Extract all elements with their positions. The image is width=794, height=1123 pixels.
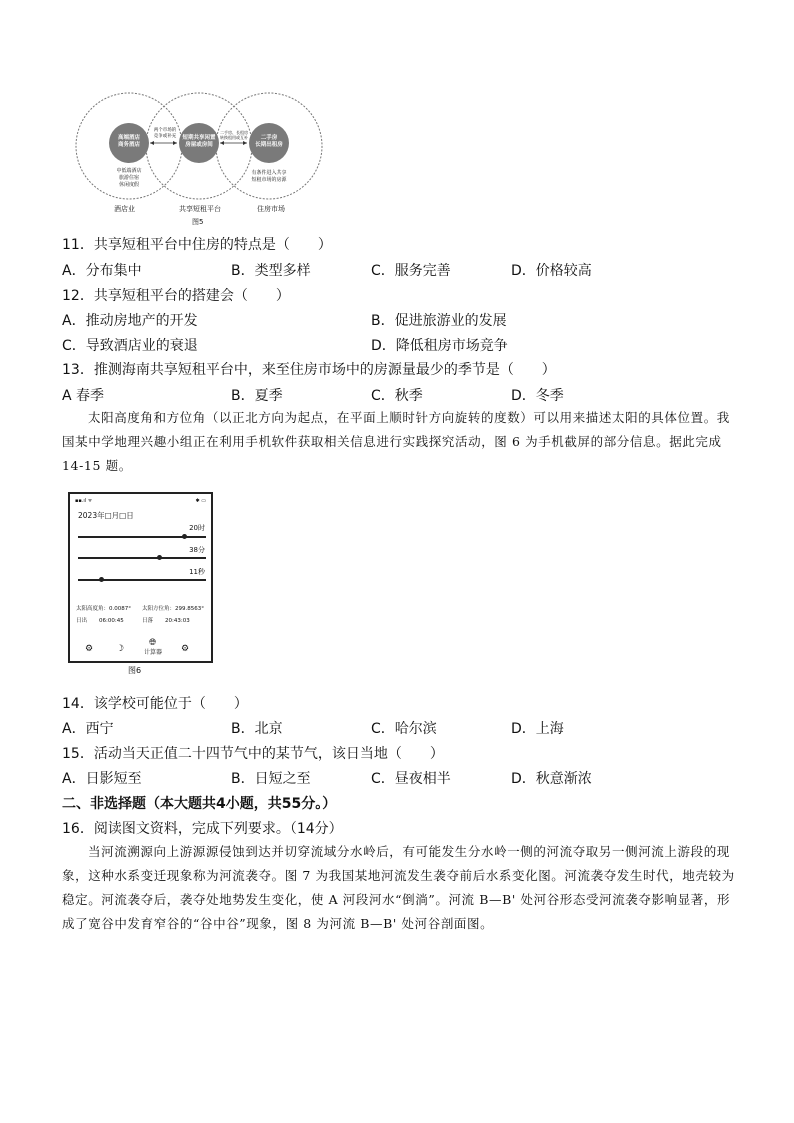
status-bar-left: ▪▪.ıl ᯤ [75, 498, 93, 504]
sunrise-label: 日出 [76, 618, 88, 624]
label-hotel: 酒店业 [114, 205, 135, 213]
intro-14-15: 太阳高度角和方位角（以正北方向为起点，在平面上顺时针方向旋转的度数）可以用来描述太阳的具体位置。我国某中学地理兴趣小组正在利用手机软件获取相关信息进行实践探究活动，图 6 为手机截屏的部分信息。据此完成 14-15 题。 [62, 410, 730, 473]
section-2-heading: 二、非选择题（本大题共4小题，共55分。） [62, 796, 337, 812]
date-label: 2023年□月□日 [78, 511, 134, 520]
sunrise-time: 06:00:45 [99, 618, 124, 624]
figure-5 [72, 88, 327, 233]
q11-option-b[interactable]: B．类型多样 [231, 263, 311, 279]
second-knob[interactable] [99, 577, 104, 582]
circle-right-line1: 二手房 [260, 135, 278, 141]
arrow-right-line1: 二手房、长租房 [220, 130, 248, 135]
hour-knob[interactable] [182, 534, 187, 539]
gear-icon[interactable]: ⚙ [181, 644, 190, 654]
hour-slider[interactable] [78, 536, 206, 538]
q12-option-c[interactable]: C．导致酒店业的衰退 [62, 338, 198, 354]
q14-option-d[interactable]: D．上海 [511, 721, 564, 737]
settings-icon[interactable]: ⚙ [85, 644, 94, 654]
label-housing: 住房市场 [257, 205, 285, 213]
q11-option-a[interactable]: A．分布集中 [62, 263, 142, 279]
q15-option-d[interactable]: D．秋意渐浓 [511, 771, 592, 787]
q15-option-a[interactable]: A．日影短至 [62, 771, 142, 787]
globe-icon[interactable]: 🌐︎ [149, 638, 157, 648]
minute-label: 38分 [189, 546, 205, 554]
right-sub-line2: 短租市场的房源 [251, 177, 287, 183]
circle-middle-line1: 短期共享闲置 [182, 135, 216, 141]
circle-left-line2: 商务酒店 [117, 142, 140, 148]
moon-icon[interactable]: ☽ [116, 644, 125, 654]
q11-option-c[interactable]: C．服务完善 [371, 263, 451, 279]
label-platform: 共享短租平台 [179, 205, 221, 213]
q13-option-c[interactable]: C．秋季 [371, 388, 423, 404]
q14-option-c[interactable]: C．哈尔滨 [371, 721, 437, 737]
status-bar-right: ✱ ▭ [195, 498, 206, 504]
sun-altitude: 太阳高度角：0.0087° [76, 606, 131, 612]
circle-middle-line2: 房屋或房间 [185, 142, 213, 148]
sunset-time: 20:43:03 [165, 618, 190, 624]
q14-option-b[interactable]: B．北京 [231, 721, 283, 737]
q16-stem: 16．阅读图文资料，完成下列要求。（14分） [62, 821, 343, 837]
figure-6-phone [68, 492, 213, 663]
arrow-left-line1: 两个市场的 [153, 128, 177, 133]
q15-option-c[interactable]: C．昼夜相半 [371, 771, 451, 787]
calculator-label[interactable]: 计算器 [144, 649, 163, 656]
left-sub-line2: 旅游住宿 [118, 175, 139, 181]
second-slider[interactable] [78, 579, 206, 581]
arrow-right-line2: 转换租用或互补 [220, 135, 248, 140]
q16-passage: 当河流溯源向上游源源侵蚀到达并切穿流域分水岭后，有可能发生分水岭一侧的河流夺取另一侧河流上游段的现象，这种水系变迁现象称为河流袭夺。图 7 为我国某地河流发生袭夺前后水系变化图。河流袭夺发生时代，地壳较为稳定。河流袭夺后，袭夺处地势发生变化，使 A 河段河水“倒淌”。河流 B—B' 处河谷形态受河流袭夺影响显著，形成了宽谷中发育窄谷的“谷中谷”现象，图 8 为河流 B—B' 处河谷剖面图。 [62, 844, 735, 931]
q15-option-b[interactable]: B．日短之至 [231, 771, 311, 787]
circle-right-line2: 长期出租房 [255, 142, 283, 148]
q12-option-b[interactable]: B．促进旅游业的发展 [371, 313, 507, 329]
second-label: 11秒 [189, 568, 205, 576]
q14-stem: 14．该学校可能位于（ ） [62, 696, 248, 712]
q11-stem: 11．共享短租平台中住房的特点是（ ） [62, 237, 332, 253]
q11-option-d[interactable]: D．价格较高 [511, 263, 592, 279]
sunset-label: 日落 [142, 618, 154, 624]
q13-stem: 13．推测海南共享短租平台中，来至住房市场中的房源量最少的季节是（ ） [62, 362, 556, 378]
q12-option-d[interactable]: D．降低租房市场竞争 [371, 338, 508, 354]
q15-stem: 15．活动当天正值二十四节气中的某节气，该日当地（ ） [62, 746, 444, 762]
figure-6-caption: 图6 [128, 666, 142, 675]
q13-option-a[interactable]: A 春季 [62, 388, 105, 404]
q12-option-a[interactable]: A．推动房地产的开发 [62, 313, 198, 329]
left-sub-line3: 休闲度假 [118, 182, 139, 188]
hour-label: 20时 [189, 524, 205, 532]
q13-option-b[interactable]: B．夏季 [231, 388, 283, 404]
q13-option-d[interactable]: D．冬季 [511, 388, 564, 404]
minute-slider[interactable] [78, 557, 206, 559]
left-sub-line1: 中低端酒店 [116, 168, 142, 174]
q12-stem: 12．共享短租平台的搭建会（ ） [62, 288, 290, 304]
minute-knob[interactable] [157, 555, 162, 560]
q14-option-a[interactable]: A．西宁 [62, 721, 114, 737]
arrow-left-line2: 竞争或补充 [153, 134, 177, 139]
figure-5-caption: 图5 [192, 218, 204, 226]
sun-azimuth: 太阳方位角：299.8563° [142, 606, 204, 612]
right-sub-line1: 有条件进入共享 [251, 170, 287, 176]
circle-left-line1: 高端酒店 [117, 135, 140, 141]
